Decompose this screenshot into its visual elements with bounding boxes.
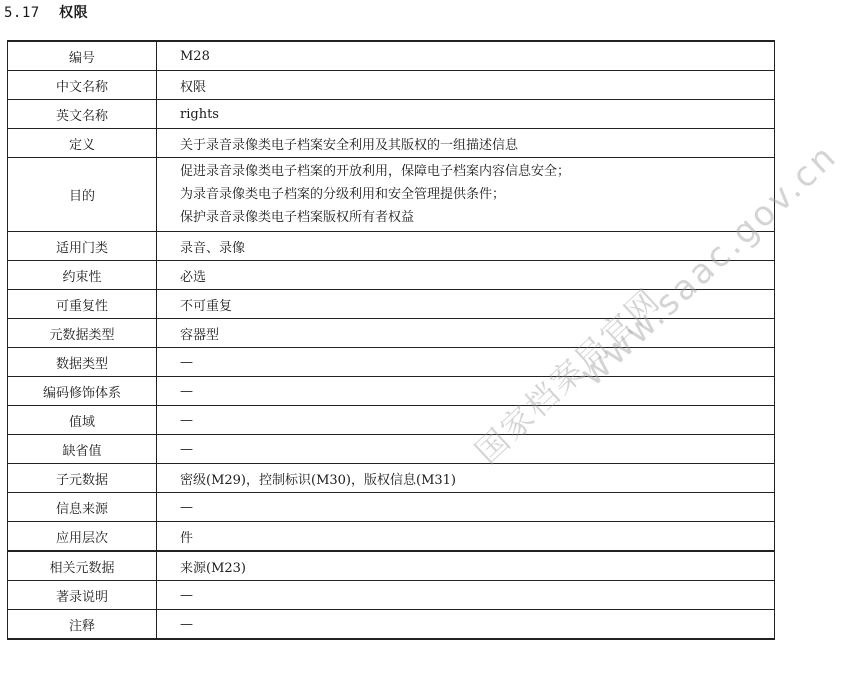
table-row [8, 319, 775, 348]
table-row [8, 493, 775, 522]
row-value-line: 必选 [180, 269, 207, 285]
row-value [157, 551, 775, 581]
row-value [157, 100, 775, 129]
row-label: 应用层次 [8, 522, 157, 552]
row-label: 值域 [8, 406, 157, 435]
row-label: 目的 [8, 158, 157, 232]
row-label: 编码修饰体系 [8, 377, 157, 406]
row-value [157, 71, 775, 100]
table-row [8, 377, 775, 406]
watermark-url: www.saac.gov.cn [572, 135, 845, 395]
table-row [8, 41, 775, 71]
row-value-line: 关于录音录像类电子档案安全利用及其版权的一组描述信息 [180, 137, 519, 153]
table-row [8, 610, 775, 640]
row-value-line: 保护录音录像类电子档案版权所有者权益 [180, 210, 415, 225]
table-row [8, 261, 775, 290]
row-label: 中文名称 [8, 71, 157, 100]
row-value [157, 41, 775, 71]
row-label: 编号 [8, 41, 157, 71]
table-row [8, 100, 775, 129]
row-value-line: 件 [180, 530, 194, 546]
row-label: 子元数据 [8, 464, 157, 493]
row-value-line: 密级(M29)，控制标识(M30)，版权信息(M31) [180, 472, 456, 488]
row-value-line: 为录音录像类电子档案的分级利用和安全管理提供条件； [180, 187, 506, 202]
row-label: 定义 [8, 129, 157, 158]
row-value [157, 290, 775, 319]
section-heading [4, 2, 88, 22]
row-value-line: 录音、录像 [180, 240, 246, 256]
row-value [157, 129, 775, 158]
row-value-line: — [180, 354, 193, 370]
row-label: 相关元数据 [8, 551, 157, 581]
row-value [157, 158, 775, 232]
table-row [8, 232, 775, 261]
row-value-line: — [180, 616, 193, 632]
row-value [157, 493, 775, 522]
row-value-line: — [180, 587, 193, 603]
row-value [157, 406, 775, 435]
row-label: 约束性 [8, 261, 157, 290]
row-value [157, 610, 775, 640]
table-row [8, 71, 775, 100]
table-row [8, 158, 775, 232]
row-value [157, 261, 775, 290]
section-title: 权限 [59, 5, 89, 21]
row-label: 注释 [8, 610, 157, 640]
row-value [157, 319, 775, 348]
metadata-table-body [8, 41, 775, 639]
row-label: 可重复性 [8, 290, 157, 319]
section-number: 5.17 [4, 5, 40, 21]
row-value-line: — [180, 412, 193, 428]
table-row [8, 551, 775, 581]
row-value [157, 464, 775, 493]
metadata-table [7, 40, 775, 640]
row-value [157, 435, 775, 464]
table-row [8, 464, 775, 493]
watermark-title: 国家档案局官网 [467, 281, 668, 472]
row-label: 信息来源 [8, 493, 157, 522]
row-label: 英文名称 [8, 100, 157, 129]
row-value [157, 348, 775, 377]
row-value [157, 232, 775, 261]
row-label: 元数据类型 [8, 319, 157, 348]
row-label: 著录说明 [8, 581, 157, 610]
row-value-line: 权限 [180, 79, 207, 95]
table-row [8, 522, 775, 552]
row-value-line: — [180, 383, 193, 399]
row-value-line: 不可重复 [180, 298, 233, 314]
row-value [157, 377, 775, 406]
row-value-line: 促进录音录像类电子档案的开放利用，保障电子档案内容信息安全； [180, 164, 571, 179]
table-row [8, 581, 775, 610]
row-value [157, 581, 775, 610]
table-row [8, 290, 775, 319]
table-row [8, 406, 775, 435]
row-label: 数据类型 [8, 348, 157, 377]
row-value-line: rights [180, 106, 219, 122]
row-value-line: — [180, 499, 193, 515]
row-value-line: 来源(M23) [180, 560, 246, 576]
table-row [8, 129, 775, 158]
row-value-line: 容器型 [180, 327, 220, 343]
table-row [8, 435, 775, 464]
row-value-line: M28 [180, 48, 210, 64]
row-label: 适用门类 [8, 232, 157, 261]
row-value [157, 522, 775, 552]
row-label: 缺省值 [8, 435, 157, 464]
row-value-line: — [180, 441, 193, 457]
table-row [8, 348, 775, 377]
